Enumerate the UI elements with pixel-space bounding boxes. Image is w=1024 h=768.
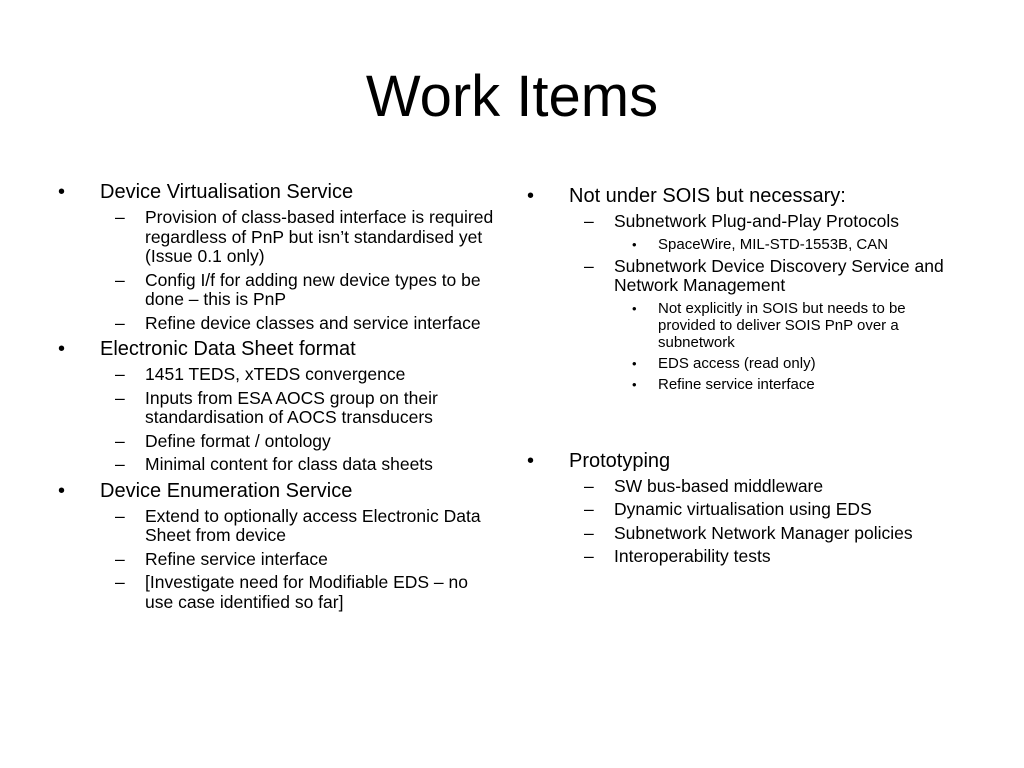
sub-item	[527, 524, 967, 544]
dash-marker: –	[115, 207, 125, 227]
right-column	[527, 180, 967, 567]
dash-marker: –	[115, 387, 125, 408]
sub-item-text: [Investigate need for Modifiable EDS – no use case identified so far]	[145, 572, 468, 612]
small-bullet-marker: •	[632, 236, 637, 252]
dash-marker: –	[115, 269, 125, 290]
small-bullet-marker: •	[632, 355, 637, 371]
dash-marker: –	[584, 499, 594, 519]
sub-item-text: Define format / ontology	[145, 430, 331, 451]
sub-item-text: Subnetwork Network Manager policies	[614, 522, 913, 543]
sub-item-text: 1451 TEDS, xTEDS convergence	[145, 364, 406, 384]
dash-marker: –	[115, 364, 125, 384]
sub-item	[527, 500, 967, 520]
sub-item-text: Provision of class-based interface is required regardless of PnP but isn’t standardised yet (Issue 0.1 only)	[145, 207, 494, 266]
sub-item-text: Config I/f for adding new device types to be done – this is PnP	[145, 269, 481, 309]
bullet-device-virtualisation	[58, 180, 498, 204]
sub-item	[527, 257, 967, 296]
bullet-text: Electronic Data Sheet format	[100, 338, 356, 360]
dash-marker: –	[115, 548, 125, 569]
sub-item	[58, 314, 498, 334]
left-column	[58, 180, 498, 612]
sub-item-text: Inputs from ESA AOCS group on their standardisation of AOCS transducers	[145, 387, 438, 427]
bullet-text: Not under SOIS but necessary:	[569, 185, 846, 207]
sub-item	[527, 212, 967, 232]
sub-sub-item	[527, 236, 967, 253]
sub-item	[527, 547, 967, 567]
bullet-prototyping	[527, 449, 967, 473]
sub-item	[58, 573, 498, 612]
bullet-marker: •	[527, 185, 535, 207]
dash-marker: –	[115, 505, 125, 526]
sub-sub-item	[527, 355, 967, 372]
sub-item-text: Refine device classes and service interface	[145, 312, 481, 333]
sub-item	[58, 389, 498, 428]
bullet-text: Device Virtualisation Service	[100, 181, 354, 203]
sub-item-text: Minimal content for class data sheets	[145, 454, 433, 474]
sub-sub-item	[527, 376, 967, 393]
sub-sub-item-text: EDS access (read only)	[658, 354, 816, 372]
sub-item	[58, 550, 498, 570]
sub-item-text: Interoperability tests	[614, 546, 771, 566]
sub-sub-item-text: SpaceWire, MIL-STD-1553B, CAN	[658, 235, 889, 253]
sub-sub-item	[527, 300, 967, 351]
sub-item-text: Subnetwork Plug-and-Play Protocols	[614, 211, 900, 231]
sub-item	[58, 208, 498, 267]
sub-item	[58, 432, 498, 452]
bullet-marker: •	[58, 479, 66, 502]
dash-marker: –	[584, 522, 594, 543]
sub-item	[58, 507, 498, 546]
bullet-electronic-data-sheet	[58, 337, 498, 361]
sub-item-text: Extend to optionally access Electronic Data Sheet from device	[145, 505, 481, 545]
sub-item-text: Dynamic virtualisation using EDS	[614, 499, 872, 519]
dash-marker: –	[584, 546, 594, 566]
dash-marker: –	[115, 572, 125, 592]
dash-marker: –	[115, 312, 125, 333]
sub-item-text: Subnetwork Device Discovery Service and Network Management	[614, 255, 944, 295]
bullet-marker: •	[527, 449, 535, 472]
dash-marker: –	[115, 430, 125, 451]
bullet-marker: •	[58, 181, 66, 203]
bullet-text: Device Enumeration Service	[100, 479, 353, 502]
dash-marker: –	[584, 475, 594, 496]
slide-title: Work Items	[365, 64, 659, 129]
sub-item-text: Refine service interface	[145, 548, 328, 569]
sub-item	[527, 477, 967, 497]
sub-item	[58, 455, 498, 475]
dash-marker: –	[584, 211, 594, 231]
small-bullet-marker: •	[632, 300, 637, 316]
bullet-device-enumeration	[58, 479, 498, 503]
dash-marker: –	[115, 454, 125, 474]
bullet-not-under-sois	[527, 184, 967, 208]
sub-item	[58, 271, 498, 310]
small-bullet-marker: •	[632, 376, 637, 392]
bullet-text: Prototyping	[569, 449, 671, 472]
sub-item	[58, 365, 498, 385]
sub-sub-item-text: Not explicitly in SOIS but needs to be provided to deliver SOIS PnP over a subnetwork	[658, 299, 906, 351]
sub-sub-item-text: Refine service interface	[658, 375, 815, 393]
dash-marker: –	[584, 255, 594, 276]
sub-item-text: SW bus-based middleware	[614, 475, 824, 496]
bullet-marker: •	[58, 338, 66, 360]
